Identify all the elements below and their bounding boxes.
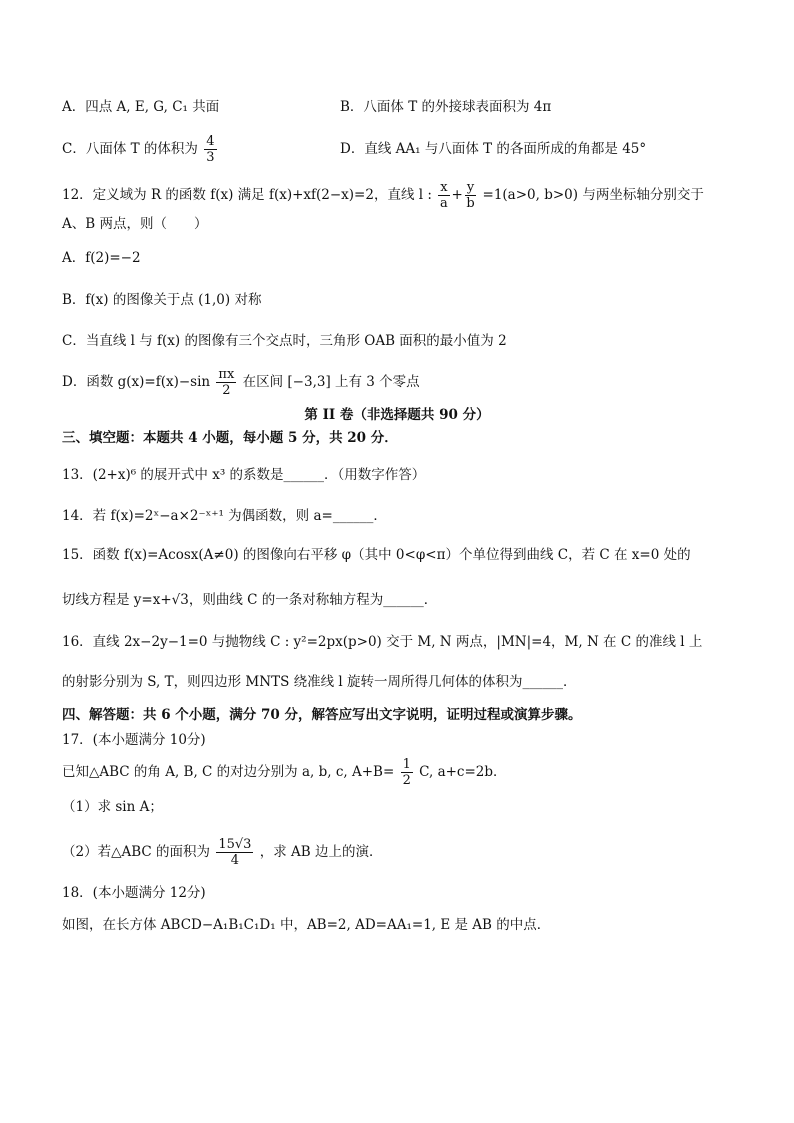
fraction-denominator: 2: [402, 773, 411, 788]
fraction-numerator: y: [466, 180, 475, 195]
q11-option-c: [62, 131, 219, 167]
q13: 13．(2+x)⁶ 的展开式中 x³ 的系数是______．（用数字作答）: [62, 467, 426, 483]
q12-fraction-x-over-a: [438, 180, 449, 211]
fraction-numerator: 1: [402, 757, 411, 772]
q18-header: 18．(本小题满分 12分): [62, 885, 206, 901]
fraction-denominator: 2: [222, 383, 231, 398]
q11-option-b: B．八面体 T 的外接球表面积为 4π: [340, 99, 552, 115]
q17-part2-text-post: ，求 AB 边上的演．: [259, 844, 383, 860]
q17-stem-text-post: C, a+c=2b．: [419, 764, 507, 780]
q17-fraction-half: [401, 757, 413, 788]
q14: 14．若 f(x)=2ˣ−a×2⁻ˣ⁺¹ 为偶函数，则 a=______．: [62, 508, 387, 524]
q12-stem-line1: [62, 178, 754, 212]
fraction-numerator: x: [440, 180, 448, 195]
q12-stem-text: 12．定义域为 R 的函数 f(x) 满足 f(x)+xf(2−x)=2，直线 l :: [62, 187, 432, 203]
q11-option-a: A．四点 A, E, G, C₁ 共面: [62, 99, 220, 115]
fraction-denominator: b: [466, 196, 475, 211]
fraction-numerator: πx: [218, 367, 235, 382]
q11-option-c-text: C．八面体 T 的体积为: [62, 141, 198, 157]
q12-option-a: A．f(2)=−2: [62, 250, 141, 266]
fraction-numerator: 15√3: [218, 837, 252, 852]
section-4-title: 四、解答题：共 6 个小题，满分 70 分，解答应写出文字说明，证明过程或演算步骤。: [62, 707, 582, 723]
fraction-denominator: 3: [206, 150, 215, 165]
q11-option-d: D．直线 AA₁ 与八面体 T 的各面所成的角都是 45°: [340, 141, 647, 157]
q17-stem: [62, 754, 754, 790]
q12-option-d: [62, 364, 754, 400]
section-3-title: 三、填空题：本题共 4 小题，每小题 5 分，共 20 分．: [62, 430, 398, 446]
q12-option-d-text-post: 在区间 [−3,3] 上有 3 个零点: [242, 374, 420, 390]
q12-stem-text-post: =1(a>0, b>0) 与两坐标轴分别交于: [482, 187, 704, 203]
q17-part1: （1）求 sin A；: [62, 799, 163, 815]
fraction-numerator: 4: [206, 134, 215, 149]
q16-line1: 16．直线 2x−2y−1=0 与抛物线 C : y²=2px(p>0) 交于 M, N 两点，|MN|=4，M, N 在 C 的准线 l 上: [62, 634, 703, 650]
q16-line2: 的射影分别为 S, T，则四边形 MNTS 绕准线 l 旋转一周所得几何体的体积为______．: [62, 674, 577, 690]
fraction-denominator: a: [439, 196, 448, 211]
q18-stem: 如图，在长方体 ABCD−A₁B₁C₁D₁ 中，AB=2, AD=AA₁=1, E 是 AB 的中点．: [62, 917, 551, 933]
q12-stem-line2: A、B 两点，则（ ）: [62, 216, 208, 232]
q15-line1: 15．函数 f(x)=Acosx(A≠0) 的图像向右平移 φ（其中 0<φ<π）个单位得到曲线 C，若 C 在 x=0 处的: [62, 547, 691, 563]
section-2-title: 第 II 卷（非选择题共 90 分）: [304, 407, 490, 423]
q12-option-d-fraction: [216, 367, 236, 398]
q12-option-b: B．f(x) 的图像关于点 (1,0) 对称: [62, 292, 262, 308]
fraction-denominator: 4: [230, 853, 239, 868]
plus-sign: +: [451, 187, 463, 203]
q17-part2-text: （2）若△ABC 的面积为: [62, 844, 211, 860]
q17-part2-fraction: [216, 837, 253, 868]
q15-line2: 切线方程是 y=x+√3，则曲线 C 的一条对称轴方程为______．: [62, 592, 438, 608]
q12-option-c: C．当直线 l 与 f(x) 的图像有三个交点时，三角形 OAB 面积的最小值为 2: [62, 333, 507, 349]
q12-fraction-y-over-b: [465, 180, 476, 211]
q17-stem-text: 已知△ABC 的角 A, B, C 的对边分别为 a, b, c, A+B=: [62, 764, 395, 780]
q11-option-c-fraction: [204, 134, 216, 165]
q17-header: 17．(本小题满分 10分): [62, 732, 206, 748]
q12-option-d-text: D．函数 g(x)=f(x)−sin: [62, 374, 211, 390]
q17-part2: [62, 834, 754, 870]
